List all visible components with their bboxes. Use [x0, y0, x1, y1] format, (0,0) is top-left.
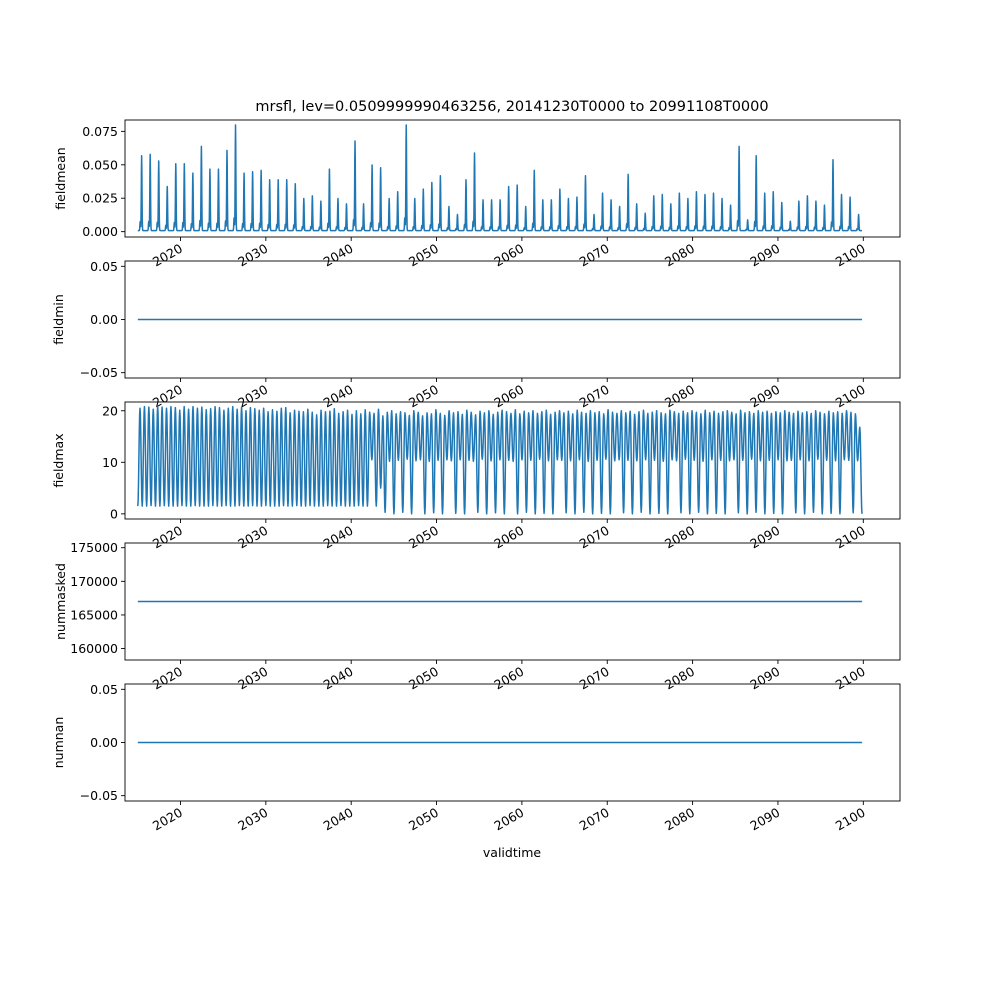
- x-tick-label: 2060: [491, 240, 527, 270]
- y-axis-label: numnan: [51, 716, 66, 769]
- y-tick-label: 0.05: [90, 681, 118, 697]
- x-tick-label: 2050: [405, 663, 442, 693]
- y-tick-label: 165000: [70, 607, 118, 623]
- y-tick-label: 10: [102, 454, 118, 470]
- x-tick-label: 2100: [832, 663, 868, 693]
- x-tick-label: 2090: [747, 663, 783, 693]
- x-tick-label: 2090: [747, 240, 783, 270]
- x-tick-label: 2060: [491, 804, 527, 834]
- y-tick-label: 0.00: [90, 735, 118, 750]
- x-tick-label: 2040: [320, 663, 356, 693]
- x-tick-label: 2080: [662, 381, 698, 411]
- x-tick-label: 2060: [491, 381, 527, 411]
- x-tick-label: 2020: [149, 522, 185, 552]
- x-tick-label: 2030: [235, 804, 271, 834]
- y-tick-label: −0.05: [79, 365, 118, 381]
- x-tick-label: 2050: [405, 240, 442, 270]
- y-tick-label: 0.050: [82, 157, 118, 173]
- x-tick-label: 2090: [747, 804, 783, 834]
- y-tick-label: −0.05: [79, 788, 118, 804]
- y-tick-label: 0.075: [82, 123, 118, 139]
- y-tick-label: 0.00: [90, 312, 118, 327]
- x-tick-label: 2030: [235, 240, 271, 270]
- chart-title: mrsfl, lev=0.0509999990463256, 20141230T0000 to 20991108T0000: [255, 99, 769, 115]
- x-tick-label: 2080: [662, 240, 698, 270]
- x-tick-label: 2020: [149, 381, 185, 411]
- x-tick-label: 2020: [149, 240, 185, 270]
- x-tick-label: 2100: [832, 804, 868, 834]
- y-tick-label: 170000: [70, 573, 118, 589]
- y-tick-label: 160000: [70, 641, 118, 657]
- x-tick-label: 2040: [320, 381, 356, 411]
- x-tick-label: 2070: [576, 804, 612, 834]
- y-axis-label: fieldmin: [51, 294, 66, 345]
- y-tick-label: 175000: [70, 540, 118, 556]
- x-tick-label: 2070: [576, 381, 612, 411]
- x-tick-label: 2090: [747, 522, 783, 552]
- x-tick-label: 2100: [832, 381, 868, 411]
- y-axis-label: fieldmax: [51, 433, 66, 488]
- x-tick-label: 2040: [320, 240, 356, 270]
- x-tick-label: 2070: [576, 522, 612, 552]
- y-tick-label: 0.025: [82, 190, 118, 206]
- x-tick-label: 2080: [662, 804, 698, 834]
- x-tick-label: 2050: [405, 522, 442, 552]
- y-axis-label: fieldmean: [53, 147, 68, 210]
- x-tick-label: 2030: [235, 522, 271, 552]
- x-tick-label: 2060: [491, 663, 527, 693]
- y-tick-label: 20: [102, 403, 118, 419]
- y-tick-label: 0.05: [90, 258, 118, 274]
- x-tick-label: 2030: [235, 381, 271, 411]
- x-tick-label: 2050: [405, 804, 442, 834]
- x-tick-label: 2030: [235, 663, 271, 693]
- y-tick-label: 0.000: [82, 224, 118, 240]
- y-axis-label: nummasked: [53, 563, 68, 640]
- x-tick-label: 2060: [491, 522, 527, 552]
- x-tick-label: 2050: [405, 381, 442, 411]
- x-tick-label: 2070: [576, 663, 612, 693]
- x-tick-label: 2020: [149, 804, 185, 834]
- x-tick-label: 2090: [747, 381, 783, 411]
- x-tick-label: 2080: [662, 663, 698, 693]
- x-tick-label: 2070: [576, 240, 612, 270]
- x-tick-label: 2100: [832, 522, 868, 552]
- x-tick-label: 2100: [832, 240, 868, 270]
- y-tick-label: 0: [110, 506, 118, 522]
- x-tick-label: 2040: [320, 522, 356, 552]
- x-tick-label: 2020: [149, 663, 185, 693]
- x-tick-label: 2040: [320, 804, 356, 834]
- x-tick-label: 2080: [662, 522, 698, 552]
- x-axis-label: validtime: [482, 845, 542, 860]
